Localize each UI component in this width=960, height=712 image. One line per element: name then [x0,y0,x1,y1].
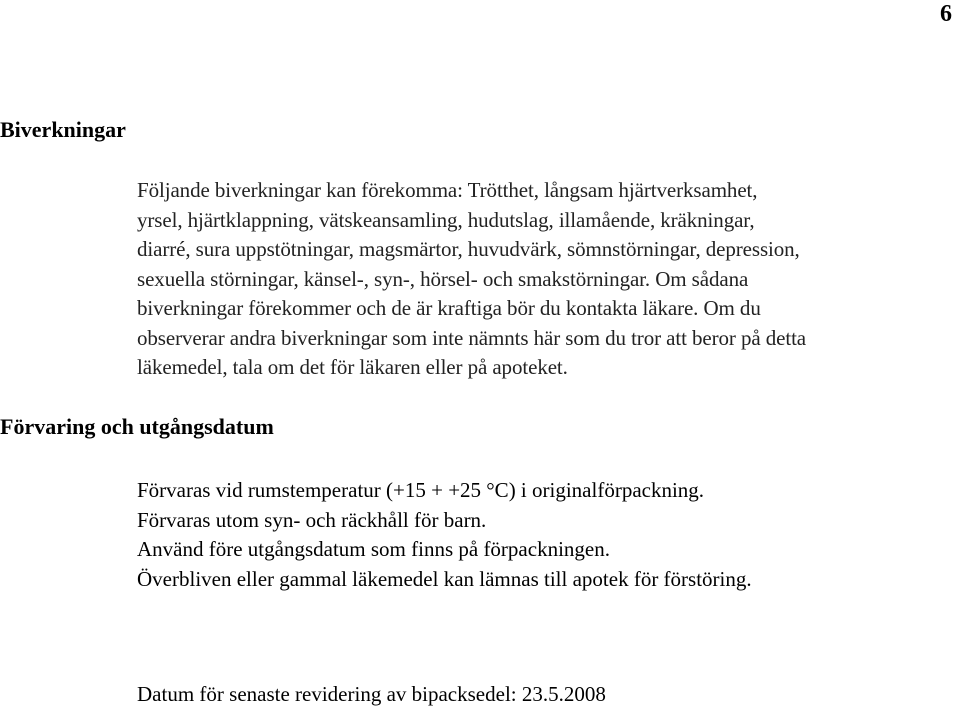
storage-line: Förvaras utom syn- och räckhåll för barn. [137,507,487,532]
revision-date: Datum för senaste revidering av bipacksedel: 23.5.2008 [137,682,606,706]
storage-line: Använd före utgångsdatum som finns på förpackningen. [137,537,610,561]
side-effects-line: läkemedel, tala om det för läkaren eller på apoteket. [137,355,568,379]
storage-instructions [137,476,752,594]
side-effects-paragraph [137,176,959,383]
side-effects-line: observerar andra biverkningar som inte nämnts här som du tror att beror på detta [137,325,807,350]
storage-line: Överbliven eller gammal läkemedel kan lämnas till apotek för förstöring. [137,566,752,591]
side-effects-line: sexuella störningar, känsel-, syn-, hörsel- och smakstörningar. Om sådana [137,266,749,291]
side-effects-line: Följande biverkningar kan förekomma: Trötthet, långsam hjärtverksamhet, [137,178,758,202]
storage-line: Förvaras vid rumstemperatur (+15 + +25 °C) i originalförpackning. [137,478,705,502]
side-effects-line: yrsel, hjärtklappning, vätskeansamling, hudutslag, illamående, kräkningar, [137,207,755,232]
side-effects-heading: Biverkningar [0,117,126,142]
side-effects-line: diarré, sura uppstötningar, magsmärtor, huvudvärk, sömnstörningar, depression, [137,237,800,261]
side-effects-line: biverkningar förekommer och de är kraftiga bör du kontakta läkare. Om du [137,296,761,320]
storage-heading: Förvaring och utgångsdatum [0,414,274,439]
page-number: 6 [940,1,952,27]
